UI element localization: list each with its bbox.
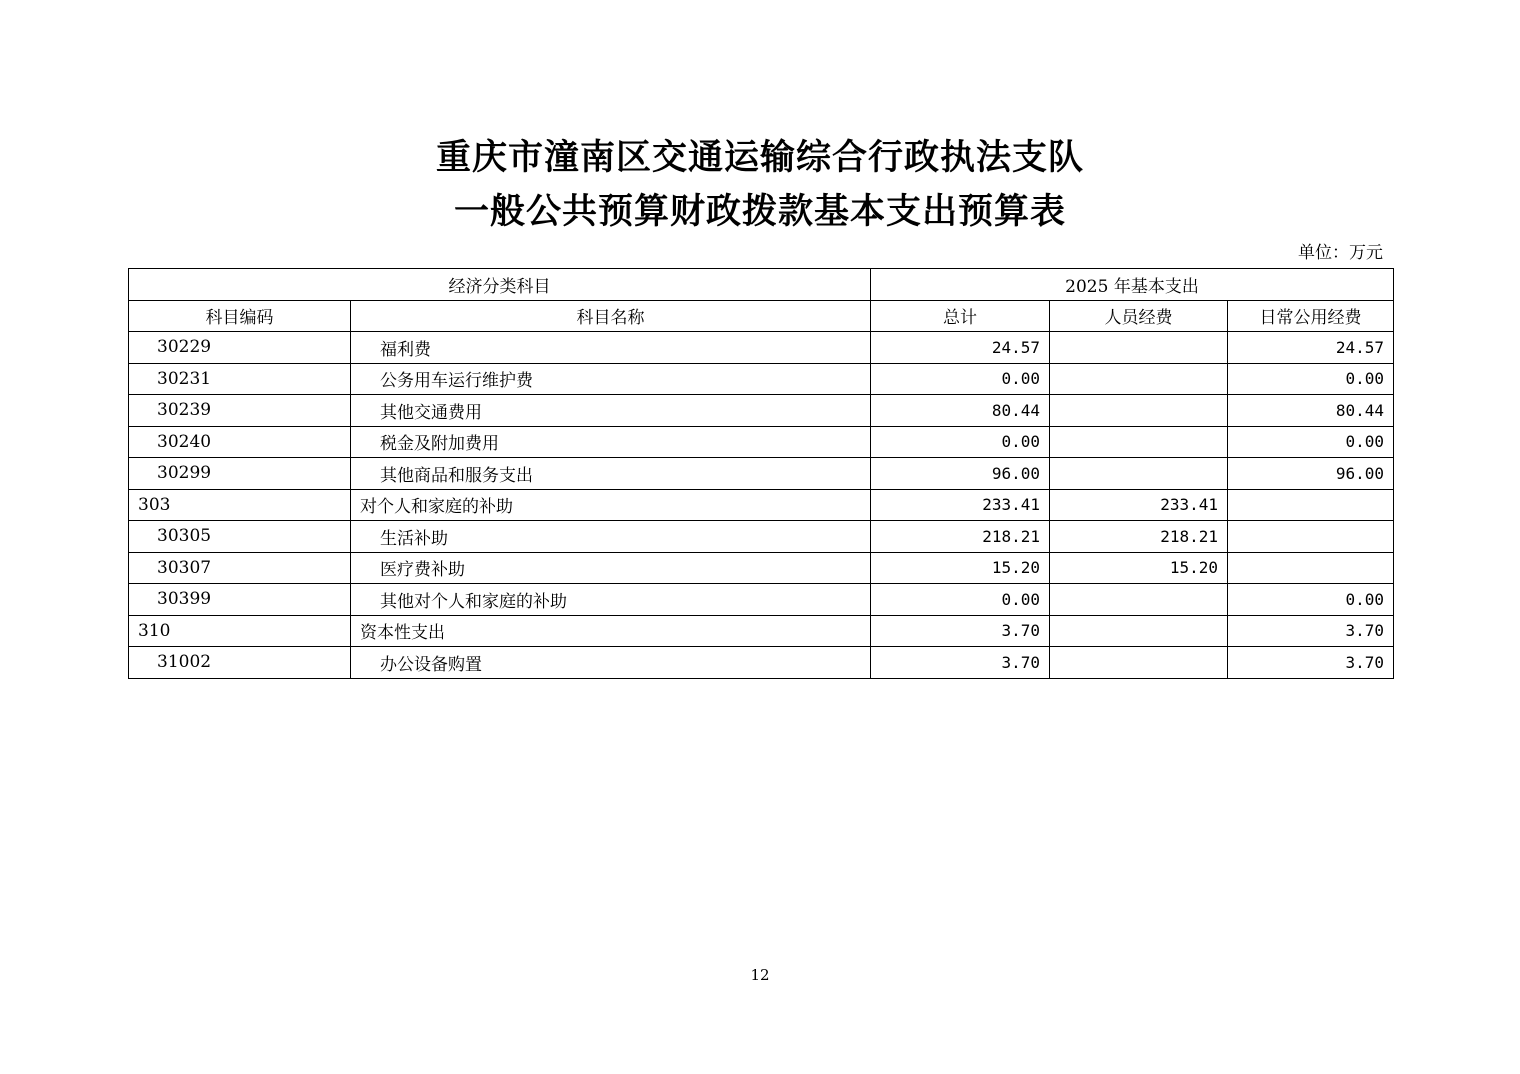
cell-public (1228, 489, 1394, 521)
table-row (129, 395, 1394, 427)
column-header-personnel: 人员经费 (1050, 300, 1228, 332)
table-row (129, 521, 1394, 553)
cell-personnel (1050, 458, 1228, 490)
page-title-line-1: 重庆市潼南区交通运输综合行政执法支队 (435, 138, 1084, 178)
cell-name: 公务用车运行维护费 (351, 363, 871, 395)
cell-total: 233.41 (871, 489, 1050, 521)
cell-public: 0.00 (1228, 584, 1394, 616)
cell-personnel (1050, 395, 1228, 427)
cell-public: 80.44 (1228, 395, 1394, 427)
table-row (129, 584, 1394, 616)
cell-public: 96.00 (1228, 458, 1394, 490)
cell-personnel (1050, 363, 1228, 395)
budget-table (128, 268, 1394, 679)
cell-name: 税金及附加费用 (351, 426, 871, 458)
cell-code: 303 (129, 489, 351, 521)
table-row (129, 363, 1394, 395)
cell-personnel (1050, 584, 1228, 616)
cell-public: 24.57 (1228, 332, 1394, 364)
group-header-economic-classification: 经济分类科目 (129, 269, 871, 301)
cell-total: 15.20 (871, 552, 1050, 584)
cell-personnel: 218.21 (1050, 521, 1228, 553)
cell-name: 生活补助 (351, 521, 871, 553)
page-title-line-2: 一般公共预算财政拨款基本支出预算表 (453, 192, 1066, 232)
column-header-total: 总计 (871, 300, 1050, 332)
cell-personnel (1050, 615, 1228, 647)
cell-code: 30399 (129, 584, 351, 616)
table-column-header-row (129, 300, 1394, 332)
table-row (129, 489, 1394, 521)
cell-public (1228, 521, 1394, 553)
cell-name: 资本性支出 (351, 615, 871, 647)
cell-total: 24.57 (871, 332, 1050, 364)
table-row (129, 647, 1394, 679)
cell-name: 对个人和家庭的补助 (351, 489, 871, 521)
cell-total: 0.00 (871, 363, 1050, 395)
cell-code: 30240 (129, 426, 351, 458)
cell-public: 3.70 (1228, 647, 1394, 679)
table-group-header-row (129, 269, 1394, 301)
cell-personnel (1050, 426, 1228, 458)
cell-code: 30239 (129, 395, 351, 427)
table-row (129, 332, 1394, 364)
table-row (129, 426, 1394, 458)
column-header-public: 日常公用经费 (1228, 300, 1394, 332)
cell-name: 其他商品和服务支出 (351, 458, 871, 490)
cell-code: 30299 (129, 458, 351, 490)
cell-name: 其他对个人和家庭的补助 (351, 584, 871, 616)
cell-name: 医疗费补助 (351, 552, 871, 584)
cell-total: 96.00 (871, 458, 1050, 490)
cell-code: 310 (129, 615, 351, 647)
unit-label: 单位：万元 (1298, 243, 1383, 263)
cell-personnel (1050, 332, 1228, 364)
cell-personnel: 233.41 (1050, 489, 1228, 521)
cell-public: 0.00 (1228, 426, 1394, 458)
cell-total: 80.44 (871, 395, 1050, 427)
column-header-name: 科目名称 (351, 300, 871, 332)
cell-total: 3.70 (871, 615, 1050, 647)
cell-public: 3.70 (1228, 615, 1394, 647)
cell-code: 30307 (129, 552, 351, 584)
cell-total: 218.21 (871, 521, 1050, 553)
table-row (129, 615, 1394, 647)
cell-personnel (1050, 647, 1228, 679)
cell-public: 0.00 (1228, 363, 1394, 395)
page-number: 12 (750, 966, 770, 984)
cell-name: 其他交通费用 (351, 395, 871, 427)
cell-code: 30229 (129, 332, 351, 364)
cell-total: 3.70 (871, 647, 1050, 679)
cell-code: 30231 (129, 363, 351, 395)
cell-name: 办公设备购置 (351, 647, 871, 679)
column-header-code: 科目编码 (129, 300, 351, 332)
cell-code: 30305 (129, 521, 351, 553)
cell-code: 31002 (129, 647, 351, 679)
table-row (129, 458, 1394, 490)
cell-personnel: 15.20 (1050, 552, 1228, 584)
table-row (129, 552, 1394, 584)
cell-total: 0.00 (871, 584, 1050, 616)
cell-name: 福利费 (351, 332, 871, 364)
cell-total: 0.00 (871, 426, 1050, 458)
cell-public (1228, 552, 1394, 584)
group-header-basic-expenditure: 2025 年基本支出 (871, 269, 1394, 301)
